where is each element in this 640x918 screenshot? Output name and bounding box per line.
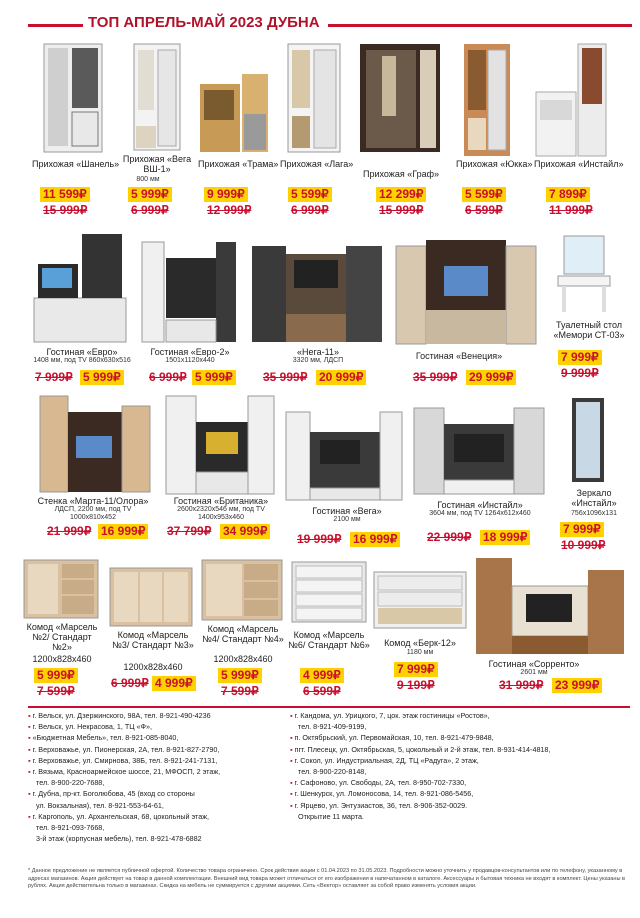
shop-address: ▪ г. Ярцево, ул. Энтузиастов, 36, тел. 8-906-352-0029. xyxy=(290,800,468,810)
price-old: 35 999₽ xyxy=(410,370,460,385)
shop-address: тел. 8-921-409-9199, xyxy=(298,722,367,732)
product-size: 1408 мм, под TV 860х630х516 xyxy=(33,357,131,364)
shop-address: Открытие 11 марта. xyxy=(298,811,364,821)
product-size: 756х1096х131 xyxy=(571,510,617,517)
wall-unit-image xyxy=(412,404,546,496)
bullet-icon: ▪ xyxy=(290,711,295,720)
product-name: Прихожая «Юкка» xyxy=(456,159,533,169)
price-old: 11 999₽ xyxy=(546,203,596,218)
shop-list-right xyxy=(290,710,550,822)
hallway-image xyxy=(42,42,104,154)
product-card[interactable] xyxy=(160,392,282,552)
shop-list-left xyxy=(28,710,220,844)
product-card[interactable] xyxy=(554,396,634,556)
price-new: 16 999₽ xyxy=(98,524,148,539)
shop-address: ▪ г. Шенкурск, ул. Ломоносова, 14, тел. 8-921-086-5456, xyxy=(290,789,474,799)
price-old: 15 999₽ xyxy=(376,203,426,218)
product-name: Прихожая «Инстайл» xyxy=(534,159,624,169)
price-new: 5 999₽ xyxy=(218,668,262,683)
product-card[interactable] xyxy=(288,558,370,698)
product-card[interactable] xyxy=(250,226,386,386)
bullet-icon: ▪ xyxy=(290,744,295,754)
product-name: Прихожая «Трама» xyxy=(198,159,279,169)
dresser-image xyxy=(290,560,368,624)
page-header xyxy=(28,14,632,36)
shop-address: ▪ г. Верховажье, ул. Пионерская, 2А, тел. 8-921-827-2790, xyxy=(28,744,220,754)
wall-unit-image xyxy=(284,402,404,502)
price-new: 18 999₽ xyxy=(480,530,530,545)
product-card[interactable] xyxy=(456,42,532,220)
legal-footnote: * Данное предложение не является публичной офертой. Количество товара ограничено. Срок действия акции с 01.04.2023 по 31.05.2023. Подробности можно уточнить у продавцов-консультантов или по телефону, указанному в адресах магазинов. Акция действует на товар в данной комплектации. Внешний вид товара может отличаться от его изображения в напечатанном в каталоге. Аксессуары и бытовая техника не входят в комплект. Цены указаны в рублях. Акция действительна только в магазинах. Скидка на мебель не суммируется с другими акциями. Сеть «Вектор» оставляет за собой право изменять условия акции. xyxy=(28,868,626,889)
product-size: 2600х2320х546 мм, под TV 1400х953х460 xyxy=(177,506,265,521)
product-name: Комод «Берк-12» xyxy=(384,638,456,648)
shop-address: ▪ г. Вязьма, Красноармейское шоссе, 21, МФОСП, 2 этаж, xyxy=(28,767,221,777)
product-card[interactable] xyxy=(354,42,448,220)
product-card[interactable] xyxy=(546,226,632,386)
product-name: Гостиная «Вега» xyxy=(312,506,382,516)
mirror-image xyxy=(570,396,606,484)
price-old: 35 999₽ xyxy=(260,370,310,385)
product-name: Гостиная «Британика» xyxy=(173,496,269,506)
living-room-image xyxy=(394,236,538,348)
hallway-image xyxy=(462,42,512,158)
price-old: 7 599₽ xyxy=(34,684,78,699)
product-name: Прихожая «Шанель» xyxy=(32,159,120,169)
shop-address: ▪ г. Сафоново, ул. Свободы, 2А, тел. 8-950-702-7330, xyxy=(290,778,467,788)
hallway-image xyxy=(358,42,442,154)
shop-address: тел. 8-900-220-7688, xyxy=(36,778,105,788)
bullet-icon: ▪ xyxy=(290,778,295,788)
product-card[interactable] xyxy=(22,558,102,698)
product-name: Комод «Марсель №4/ Стандарт №4» xyxy=(202,624,284,644)
product-name: Комод «Марсель №6/ Стандарт №6» xyxy=(288,630,370,650)
shop-address: ▪ г. Верховажье, ул. Смирнова, 38Б, тел. 8-921-241-7131, xyxy=(28,755,218,765)
price-new: 5 599₽ xyxy=(288,187,332,202)
price-new: 5 999₽ xyxy=(192,370,236,385)
price-new: 16 999₽ xyxy=(350,532,400,547)
product-name: Гостиная «Евро» xyxy=(46,347,118,357)
product-name: «Нега-11» xyxy=(297,347,339,357)
product-size: 1501х1120х440 xyxy=(165,357,215,364)
price-old: 12 999₽ xyxy=(204,203,254,218)
product-card[interactable] xyxy=(474,556,630,698)
page-title: ТОП АПРЕЛЬ-МАЙ 2023 ДУБНА xyxy=(88,14,320,31)
price-old: 22 999₽ xyxy=(424,530,474,545)
product-size: 1200х828х460 xyxy=(123,662,183,672)
shop-address: ▪ пгт. Плесецк, ул. Октябрьская, 5, цокольный и 2-й этаж, тел. 8-931-414-4818, xyxy=(290,744,551,754)
dresser-image xyxy=(108,566,194,628)
vanity-table-image xyxy=(554,234,614,314)
bullet-icon: ▪ xyxy=(290,789,295,799)
product-name: Прихожая «Граф» xyxy=(363,169,439,179)
living-room-image xyxy=(32,228,128,344)
product-name: Гостиная «Сорренто» xyxy=(488,659,580,669)
hallway-image xyxy=(198,54,270,154)
shop-address: ул. Вокзальная), тел. 8-921-553-64-61, xyxy=(36,800,164,810)
product-name: Зеркало «Инстайл» xyxy=(571,488,617,508)
price-old: 6 999₽ xyxy=(108,676,152,691)
product-size: 1180 мм xyxy=(406,649,434,656)
price-old: 21 999₽ xyxy=(44,524,94,539)
product-name: Гостиная «Венеция» xyxy=(415,351,503,361)
shop-address: ▪ г. Дубна, пр-кт. Боголюбова, 45 (вход со стороны xyxy=(28,789,195,799)
product-name: Прихожая «Лага» xyxy=(280,159,354,169)
price-old: 10 999₽ xyxy=(558,538,608,553)
dresser-image xyxy=(200,558,284,622)
price-old: 7 999₽ xyxy=(32,370,76,385)
bullet-icon: ▪ xyxy=(28,722,33,732)
price-new: 4 999₽ xyxy=(300,668,344,683)
product-card[interactable] xyxy=(284,392,410,552)
bullet-icon: ▪ xyxy=(28,789,33,799)
shop-address: ▪ п. Октябрьский, ул. Первомайская, 10, тел. 8-921-479-9848, xyxy=(290,733,494,743)
price-new: 7 899₽ xyxy=(546,187,590,202)
bullet-icon: ▪ xyxy=(290,800,295,810)
product-size: ЛДСП, 2200 мм, под TV 1000х810х452 xyxy=(54,506,132,521)
shop-address: ▪ г. Сокол, ул. Индустриальная, 2Д, ТЦ «Радуга», 2 этаж, xyxy=(290,755,479,765)
price-new: 7 999₽ xyxy=(394,662,438,677)
living-room-image xyxy=(474,556,626,656)
price-new: 5 599₽ xyxy=(462,187,506,202)
bullet-icon: ▪ xyxy=(28,811,33,821)
product-size: 3604 мм, под TV 1264х612х460 xyxy=(429,510,531,517)
shop-address: тел. 8-900-220-8148, xyxy=(298,767,367,777)
price-old: 15 999₽ xyxy=(40,203,90,218)
product-card[interactable] xyxy=(32,392,154,552)
product-name: Гостиная «Евро-2» xyxy=(150,347,230,357)
bullet-icon: ▪ xyxy=(290,733,295,743)
price-new: 7 999₽ xyxy=(558,350,602,365)
hallway-image xyxy=(132,42,182,152)
price-old: 7 599₽ xyxy=(218,684,262,699)
product-size: 1200х828х460 xyxy=(32,654,92,664)
product-name: Комод «Марсель №3/ Стандарт №3» xyxy=(112,630,194,650)
product-size: 800 мм xyxy=(136,176,160,183)
product-card[interactable] xyxy=(32,42,120,220)
price-old: 6 999₽ xyxy=(288,203,332,218)
bullet-icon: ▪ xyxy=(290,755,295,765)
product-card[interactable] xyxy=(280,42,354,220)
shop-address: ▪ «Бюджетная Мебель», тел. 8-921-085-8040, xyxy=(28,733,179,743)
bullet-icon: ▪ xyxy=(28,711,33,720)
product-name: Стенка «Марта-11/Олора» xyxy=(37,496,149,506)
product-card[interactable] xyxy=(200,558,286,698)
header-rule-left xyxy=(28,24,83,27)
price-new: 11 599₽ xyxy=(40,187,90,202)
header-rule-right xyxy=(328,24,632,27)
hallway-image xyxy=(534,42,608,158)
product-card[interactable] xyxy=(198,42,279,220)
product-size: 2100 мм xyxy=(333,516,361,523)
product-card[interactable] xyxy=(412,392,548,552)
product-size: 3320 мм, ЛДСП xyxy=(292,357,344,364)
product-card[interactable] xyxy=(140,226,240,386)
product-size: 2601 мм xyxy=(520,669,548,676)
hallway-image xyxy=(286,42,342,154)
living-room-image xyxy=(140,236,238,344)
shop-address: ▪ г. Каргополь, ул. Архангельская, 68, цокольный этаж, xyxy=(28,811,210,821)
section-divider xyxy=(28,706,630,708)
price-new: 5 999₽ xyxy=(34,668,78,683)
price-new: 7 999₽ xyxy=(560,522,604,537)
product-card[interactable] xyxy=(394,226,544,386)
bullet-icon: ▪ xyxy=(28,755,33,765)
price-old: 31 999₽ xyxy=(496,678,546,693)
price-old: 6 599₽ xyxy=(300,684,344,699)
bullet-icon: ▪ xyxy=(28,767,33,777)
price-new: 23 999₽ xyxy=(552,678,602,693)
dresser-image xyxy=(372,568,468,630)
wall-unit-image xyxy=(164,392,276,496)
price-old: 19 999₽ xyxy=(294,532,344,547)
product-name: Комод «Марсель №2/ Стандарт №2» xyxy=(26,622,98,652)
price-new: 4 999₽ xyxy=(152,676,196,691)
shop-address: ▪ г. Вельск, ул. Дзержинского, 98А, тел. 8-921-490-4236 xyxy=(28,711,211,720)
product-size: 1200х828х460 xyxy=(213,654,273,664)
price-old: 9 199₽ xyxy=(394,678,438,693)
price-new: 9 999₽ xyxy=(204,187,248,202)
shop-address: 3-й этаж (корпусная мебель), тел. 8-921-478-6882 xyxy=(36,834,202,844)
wall-unit-image xyxy=(38,392,152,494)
product-card[interactable] xyxy=(32,226,132,386)
product-card[interactable] xyxy=(118,42,196,220)
product-name: Гостиная «Инстайл» xyxy=(437,500,523,510)
price-old: 37 799₽ xyxy=(164,524,214,539)
shop-address: ▪ г. Кандома, ул. Урицкого, 7, цок. этаж гостиницы «Ростов», xyxy=(290,711,490,720)
price-old: 6 999₽ xyxy=(128,203,172,218)
product-card[interactable] xyxy=(108,558,198,698)
price-new: 29 999₽ xyxy=(466,370,516,385)
living-room-image xyxy=(250,240,384,344)
price-new: 12 299₽ xyxy=(376,187,426,202)
product-name: Прихожая «Вега ВШ-1» xyxy=(122,154,192,174)
shop-address: ▪ г. Вельск, ул. Некрасова, 1, ТЦ «Ф», xyxy=(28,722,153,732)
price-new: 20 999₽ xyxy=(316,370,366,385)
price-new: 34 999₽ xyxy=(220,524,270,539)
bullet-icon: ▪ xyxy=(28,744,33,754)
price-new: 5 999₽ xyxy=(80,370,124,385)
dresser-image xyxy=(22,558,100,620)
price-old: 9 999₽ xyxy=(558,366,602,381)
price-new: 5 999₽ xyxy=(128,187,172,202)
price-old: 6 599₽ xyxy=(462,203,506,218)
product-card[interactable] xyxy=(372,568,472,698)
product-name: Туалетный стол «Мемори СТ-03» xyxy=(553,320,625,340)
product-card[interactable] xyxy=(534,42,624,220)
price-old: 6 999₽ xyxy=(146,370,190,385)
shop-address: тел. 8-921-093-7668, xyxy=(36,823,105,833)
bullet-icon: ▪ xyxy=(28,733,33,743)
